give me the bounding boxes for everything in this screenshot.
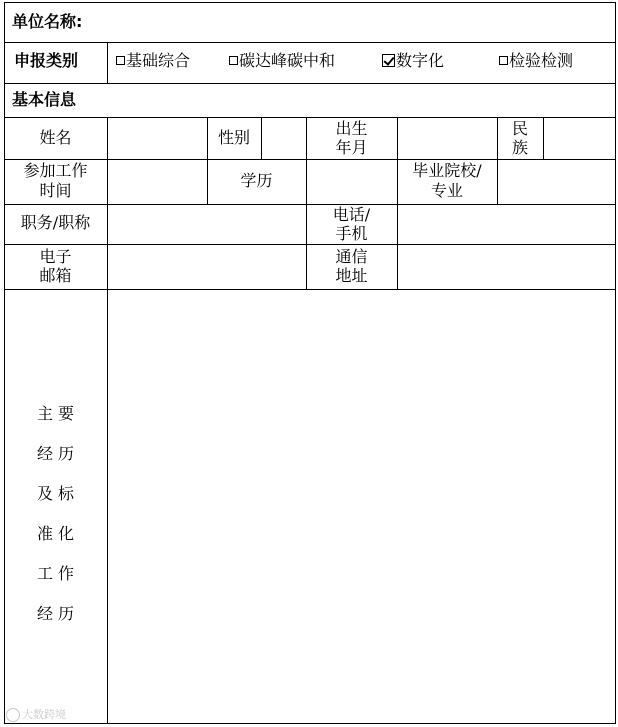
school-field[interactable] <box>498 160 616 204</box>
experience-field[interactable] <box>108 290 616 724</box>
ethnic-label: 民 <box>511 119 528 138</box>
experience-label-line: 经 历 <box>36 444 75 463</box>
phone-label-line2: 手机 <box>335 224 368 243</box>
experience-label-line: 工 作 <box>36 564 75 583</box>
row-divider <box>4 117 616 118</box>
phone-label: 电话/ <box>332 205 371 224</box>
experience-label <box>4 290 107 724</box>
checkbox-inspection[interactable] <box>499 56 508 65</box>
col-divider <box>107 42 108 83</box>
work-start-label: 参加工作 <box>23 161 88 180</box>
option-basic-label: 基础综合 <box>126 51 191 70</box>
education-field[interactable] <box>307 160 397 204</box>
email-label: 电子 <box>39 247 72 266</box>
work-start-label-line2: 时间 <box>39 181 72 200</box>
checkbox-carbon[interactable] <box>229 56 238 65</box>
birth-label-line2: 年月 <box>335 138 368 157</box>
basic-info-heading: 基本信息 <box>12 90 77 109</box>
option-carbon-label: 碳达峰碳中和 <box>239 51 336 70</box>
watermark-text: 大数跨境 <box>22 708 66 721</box>
email-label-line2: 邮箱 <box>39 266 72 285</box>
name-field[interactable] <box>108 118 207 159</box>
ethnic-field[interactable] <box>544 118 616 159</box>
checkbox-digital-checked[interactable] <box>382 54 395 67</box>
checkbox-basic[interactable] <box>116 56 125 65</box>
ethnic-label-line2: 族 <box>511 138 528 157</box>
option-carbon[interactable] <box>229 50 335 72</box>
experience-label-line: 及 标 <box>36 484 75 503</box>
address-label-line2: 地址 <box>335 266 368 285</box>
email-field[interactable] <box>108 245 306 289</box>
gender-label: 性别 <box>217 128 250 147</box>
experience-label-line: 准 化 <box>36 524 75 543</box>
row-divider <box>4 42 616 43</box>
watermark-logo-icon <box>6 708 20 722</box>
experience-label-line: 经 历 <box>36 604 75 623</box>
birth-field[interactable] <box>398 118 497 159</box>
birth-label: 出生 <box>335 119 368 138</box>
phone-field[interactable] <box>398 205 616 244</box>
watermark <box>6 706 66 722</box>
education-label: 学历 <box>240 171 273 190</box>
name-label: 姓名 <box>39 128 72 147</box>
option-basic[interactable] <box>116 50 190 72</box>
title-label: 职务/职称 <box>20 213 91 232</box>
work-start-field[interactable] <box>108 160 207 204</box>
option-digital-label: 数字化 <box>396 51 445 70</box>
address-label: 通信 <box>335 247 368 266</box>
gender-field[interactable] <box>262 118 306 159</box>
school-label: 毕业院校/ <box>412 161 482 180</box>
category-label: 申报类别 <box>14 51 79 70</box>
option-inspection-label: 检验检测 <box>509 51 574 70</box>
experience-label-line: 主 要 <box>36 404 75 423</box>
unit-name-label: 单位名称: <box>12 12 83 31</box>
row-divider <box>4 83 616 84</box>
school-label-line2: 专业 <box>430 181 463 200</box>
address-field[interactable] <box>398 245 616 289</box>
option-digital[interactable] <box>382 50 444 72</box>
title-field[interactable] <box>108 205 306 244</box>
option-inspection[interactable] <box>499 50 573 72</box>
